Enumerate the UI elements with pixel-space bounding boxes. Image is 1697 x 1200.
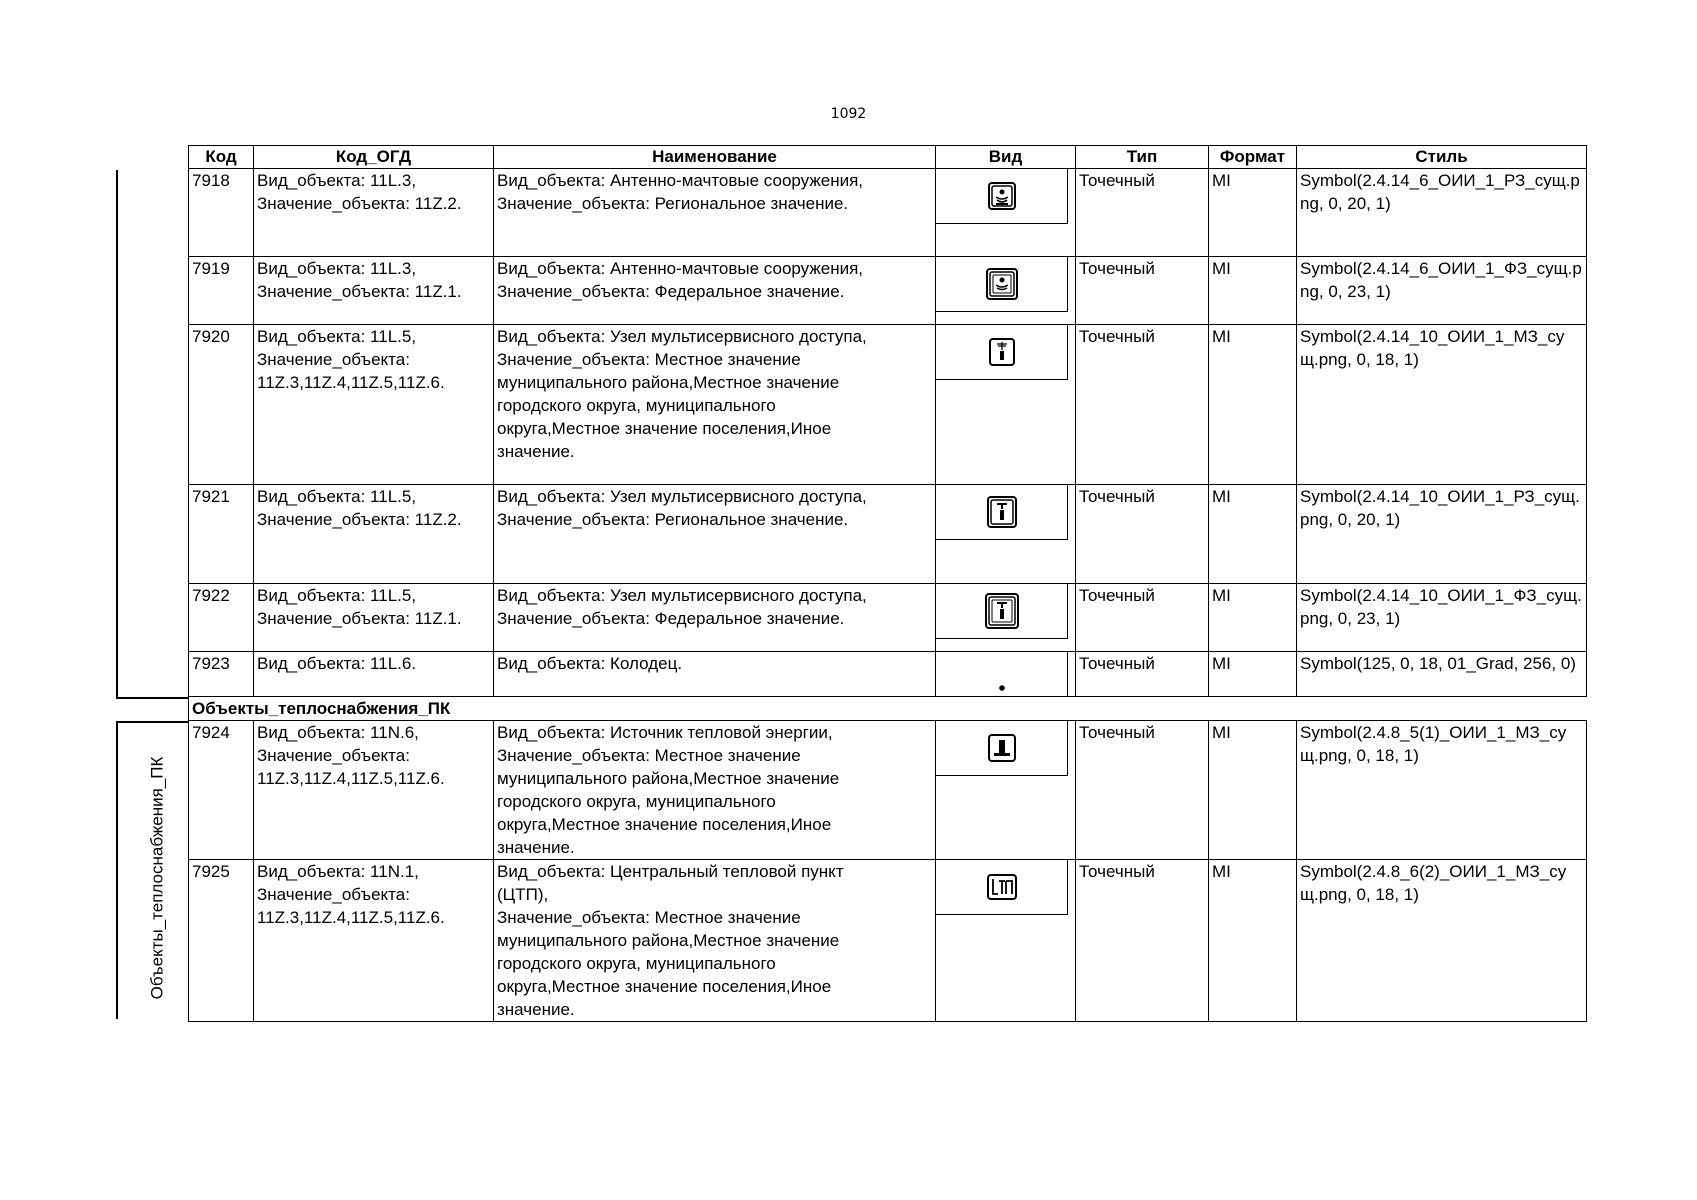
table-row: [189, 860, 1587, 1022]
cell-format: MI: [1209, 584, 1297, 652]
col-header-code: Код: [189, 146, 254, 169]
multiservice-node-federal-icon: [984, 592, 1020, 630]
multiservice-node-local-icon: [988, 337, 1016, 367]
cell-code: 7925: [189, 860, 254, 1022]
cell-style: Symbol(2.4.14_10_ОИИ_1_МЗ_сущ.png, 0, 18, 1): [1297, 325, 1587, 485]
objects-table: [188, 145, 1587, 1022]
cell-view: [936, 485, 1076, 584]
cell-view: [936, 257, 1076, 325]
group-title-spacer: [936, 697, 1587, 721]
cell-format: MI: [1209, 721, 1297, 860]
group-bracket-bottom-vertical: [116, 721, 118, 1019]
cell-format: MI: [1209, 485, 1297, 584]
cell-type: Точечный: [1076, 257, 1209, 325]
table-row: [189, 584, 1587, 652]
table-row: [189, 325, 1587, 485]
cell-ogd: Вид_объекта: 11L.3, Значение_объекта: 11Z.1.: [254, 257, 494, 325]
cell-view: [936, 860, 1076, 1022]
cell-style: Symbol(2.4.14_6_ОИИ_1_РЗ_сущ.png, 0, 20, 1): [1297, 169, 1587, 257]
col-header-type: Тип: [1076, 146, 1209, 169]
cell-ogd: Вид_объекта: 11L.3, Значение_объекта: 11Z.2.: [254, 169, 494, 257]
cell-format: MI: [1209, 257, 1297, 325]
cell-style: Symbol(125, 0, 18, 01_Grad, 256, 0): [1297, 652, 1587, 697]
cell-format: MI: [1209, 169, 1297, 257]
cell-code: 7922: [189, 584, 254, 652]
cell-code: 7918: [189, 169, 254, 257]
cell-type: Точечный: [1076, 169, 1209, 257]
group-title: Объекты_теплоснабжения_ПК: [189, 697, 936, 721]
cell-type: Точечный: [1076, 485, 1209, 584]
cell-name: Вид_объекта: Центральный тепловой пункт (ЦТП), Значение_объекта: Местное значение муниципального района,Местное значение городского округа, муниципального округа,Местное значение поселения,Иное значение.: [494, 860, 936, 1022]
col-header-name: Наименование: [494, 146, 936, 169]
cell-code: 7921: [189, 485, 254, 584]
cell-type: Точечный: [1076, 584, 1209, 652]
cell-view: [936, 721, 1076, 860]
group-bracket-top-horizontal: [116, 697, 188, 699]
group-bracket-bottom-horizontal: [116, 721, 188, 723]
table-row: [189, 485, 1587, 584]
cell-type: Точечный: [1076, 652, 1209, 697]
table-row: [189, 652, 1587, 697]
cell-type: Точечный: [1076, 325, 1209, 485]
col-header-style: Стиль: [1297, 146, 1587, 169]
cell-code: 7920: [189, 325, 254, 485]
cell-name: Вид_объекта: Антенно-мачтовые сооружения, Значение_объекта: Региональное значение.: [494, 169, 936, 257]
group-bracket-top-vertical: [116, 170, 118, 698]
cell-view: [936, 652, 1076, 697]
table-row: [189, 169, 1587, 257]
cell-view: [936, 325, 1076, 485]
cell-style: Symbol(2.4.14_6_ОИИ_1_ФЗ_сущ.png, 0, 23, 1): [1297, 257, 1587, 325]
group-title-row: [189, 697, 1587, 721]
cell-ogd: Вид_объекта: 11N.1, Значение_объекта: 11Z.3,11Z.4,11Z.5,11Z.6.: [254, 860, 494, 1022]
cell-type: Точечный: [1076, 721, 1209, 860]
cell-name: Вид_объекта: Источник тепловой энергии, Значение_объекта: Местное значение муниципального района,Местное значение городского округа, муниципального округа,Местное значение поселения,Иное значение.: [494, 721, 936, 860]
table-header-row: [189, 146, 1587, 169]
cell-format: MI: [1209, 325, 1297, 485]
cell-code: 7919: [189, 257, 254, 325]
cell-format: MI: [1209, 860, 1297, 1022]
cell-ogd: Вид_объекта: 11L.5, Значение_объекта: 11Z.2.: [254, 485, 494, 584]
col-header-ogd: Код_ОГД: [254, 146, 494, 169]
cell-style: Symbol(2.4.8_5(1)_ОИИ_1_МЗ_сущ.png, 0, 18, 1): [1297, 721, 1587, 860]
cell-ogd: Вид_объекта: 11L.6.: [254, 652, 494, 697]
table-row: [189, 721, 1587, 860]
cell-view: [936, 584, 1076, 652]
cell-name: Вид_объекта: Узел мультисервисного доступа, Значение_объекта: Федеральное значение.: [494, 584, 936, 652]
cell-style: Symbol(2.4.14_10_ОИИ_1_ФЗ_сущ.png, 0, 23, 1): [1297, 584, 1587, 652]
cell-ogd: Вид_объекта: 11L.5, Значение_объекта: 11Z.3,11Z.4,11Z.5,11Z.6.: [254, 325, 494, 485]
cell-style: Symbol(2.4.14_10_ОИИ_1_РЗ_сущ.png, 0, 20, 1): [1297, 485, 1587, 584]
cell-code: 7924: [189, 721, 254, 860]
cell-style: Symbol(2.4.8_6(2)_ОИИ_1_МЗ_сущ.png, 0, 18, 1): [1297, 860, 1587, 1022]
cell-type: Точечный: [1076, 860, 1209, 1022]
antenna-federal-icon: [985, 267, 1019, 301]
col-header-view: Вид: [936, 146, 1076, 169]
well-dot-icon: [997, 683, 1007, 693]
cell-ogd: Вид_объекта: 11L.5, Значение_объекта: 11Z.1.: [254, 584, 494, 652]
cell-name: Вид_объекта: Узел мультисервисного доступа, Значение_объекта: Региональное значение.: [494, 485, 936, 584]
col-header-format: Формат: [1209, 146, 1297, 169]
group-vertical-label: Объекты_теплоснабжения_ПК: [147, 756, 167, 1000]
cell-name: Вид_объекта: Колодец.: [494, 652, 936, 697]
central-heat-point-icon: [986, 873, 1018, 901]
cell-format: MI: [1209, 652, 1297, 697]
page-number: 1092: [830, 106, 867, 122]
cell-name: Вид_объекта: Антенно-мачтовые сооружения, Значение_объекта: Федеральное значение.: [494, 257, 936, 325]
multiservice-node-regional-icon: [986, 495, 1018, 529]
heat-source-icon: [987, 733, 1017, 763]
table-row: [189, 257, 1587, 325]
cell-ogd: Вид_объекта: 11N.6, Значение_объекта: 11Z.3,11Z.4,11Z.5,11Z.6.: [254, 721, 494, 860]
cell-view: [936, 169, 1076, 257]
antenna-regional-icon: [987, 181, 1017, 211]
cell-name: Вид_объекта: Узел мультисервисного доступа, Значение_объекта: Местное значение муниципального района,Местное значение городского округа, муниципального округа,Местное значение поселения,Иное значение.: [494, 325, 936, 485]
cell-code: 7923: [189, 652, 254, 697]
